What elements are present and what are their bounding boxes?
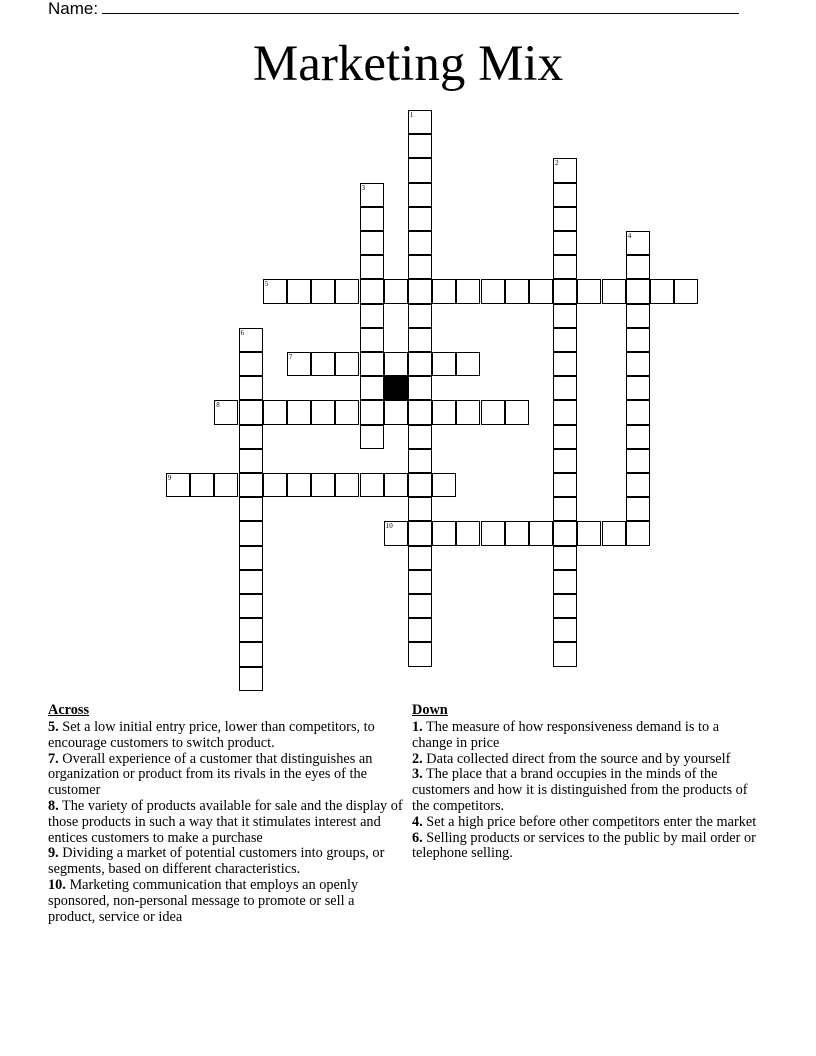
down-clue <box>412 815 762 831</box>
grid-cell[interactable] <box>456 521 480 545</box>
grid-cell[interactable] <box>408 134 432 158</box>
grid-cell[interactable] <box>311 400 335 424</box>
down-clue <box>412 752 762 768</box>
grid-cell[interactable] <box>432 352 456 376</box>
clue-number: 6 <box>240 328 244 337</box>
grid-cell[interactable] <box>674 279 698 303</box>
grid-cell[interactable] <box>505 279 529 303</box>
grid-cell[interactable] <box>263 400 287 424</box>
down-clue-list <box>412 720 762 862</box>
grid-cell[interactable] <box>239 667 263 691</box>
grid-cell[interactable] <box>239 352 263 376</box>
down-heading: Down <box>412 702 448 718</box>
clue-text: The place that a brand occupies in the minds of the customers and how it is distinguished from the products of the competitors. <box>412 766 748 814</box>
grid-cell[interactable] <box>553 497 577 521</box>
clue-number: 3 <box>361 183 365 192</box>
grid-cell[interactable] <box>626 425 650 449</box>
grid-cell[interactable] <box>553 352 577 376</box>
grid-cell[interactable] <box>384 279 408 303</box>
clue-number: 5 <box>264 280 269 289</box>
grid-cell[interactable] <box>626 449 650 473</box>
grid-cell[interactable] <box>408 521 432 545</box>
grid-cell[interactable] <box>239 497 263 521</box>
grid-cell[interactable] <box>481 279 505 303</box>
grid-cell[interactable] <box>481 521 505 545</box>
across-clue <box>48 752 404 799</box>
across-clue <box>48 846 404 878</box>
down-clues <box>412 702 762 862</box>
grid-cell[interactable] <box>553 328 577 352</box>
grid-cell[interactable] <box>408 618 432 642</box>
down-clue <box>412 831 762 863</box>
grid-cell[interactable] <box>360 328 384 352</box>
clue-text: Set a low initial entry price, lower than competitors, to encourage customers to switch product. <box>48 719 375 751</box>
grid-cell[interactable] <box>626 473 650 497</box>
grid-cell[interactable] <box>553 304 577 328</box>
clue-number-label: 8. <box>48 797 59 814</box>
grid-cell[interactable] <box>650 279 674 303</box>
grid-cell[interactable] <box>384 521 408 545</box>
grid-cell[interactable] <box>553 618 577 642</box>
grid-cell[interactable] <box>360 304 384 328</box>
grid-cell[interactable] <box>626 352 650 376</box>
clue-number-label: 2. <box>412 750 423 767</box>
clue-text: Set a high price before other competitors enter the market <box>422 813 757 830</box>
grid-cell[interactable] <box>360 352 384 376</box>
grid-cell[interactable] <box>432 279 456 303</box>
grid-cell[interactable] <box>287 279 311 303</box>
clue-number: 7 <box>288 353 293 361</box>
grid-cell[interactable] <box>553 546 577 570</box>
grid-cell[interactable] <box>408 546 432 570</box>
grid-cell[interactable] <box>408 376 432 400</box>
grid-cell[interactable] <box>408 279 432 303</box>
grid-cell[interactable] <box>408 158 432 182</box>
down-clue <box>412 767 762 814</box>
grid-cell[interactable] <box>553 400 577 424</box>
grid-cell[interactable] <box>311 279 335 303</box>
grid-cell[interactable] <box>529 521 553 545</box>
grid-cell[interactable] <box>626 328 650 352</box>
grid-cell[interactable] <box>408 497 432 521</box>
grid-cell[interactable] <box>553 425 577 449</box>
clue-number-label: 7. <box>48 750 59 767</box>
grid-cell[interactable] <box>553 376 577 400</box>
grid-cell[interactable] <box>384 352 408 376</box>
grid-cell[interactable] <box>553 473 577 497</box>
across-clue <box>48 799 404 846</box>
grid-cell[interactable] <box>239 376 263 400</box>
black-cell <box>384 376 408 400</box>
grid-cell[interactable] <box>553 255 577 279</box>
clue-number: 8 <box>216 401 220 410</box>
grid-cell[interactable] <box>553 570 577 594</box>
grid-cell[interactable] <box>408 110 432 134</box>
grid-cell[interactable] <box>408 328 432 352</box>
grid-cell[interactable] <box>239 642 263 666</box>
grid-cell[interactable] <box>360 400 384 424</box>
grid-cell[interactable] <box>481 400 505 424</box>
grid-cell[interactable] <box>239 449 263 473</box>
clue-number: 10 <box>385 522 393 531</box>
clue-number-label: 10. <box>48 876 66 893</box>
grid-cell[interactable] <box>432 473 456 497</box>
grid-cell[interactable] <box>456 279 480 303</box>
clue-number-label: 3. <box>412 766 423 783</box>
grid-cell[interactable] <box>408 352 432 376</box>
grid-cell[interactable] <box>432 400 456 424</box>
grid-cell[interactable] <box>553 183 577 207</box>
down-clue <box>412 720 762 752</box>
grid-cell[interactable] <box>553 594 577 618</box>
across-clue <box>48 720 404 752</box>
grid-cell[interactable] <box>335 400 359 424</box>
grid-cell[interactable] <box>360 473 384 497</box>
grid-cell[interactable] <box>626 400 650 424</box>
grid-cell[interactable] <box>408 425 432 449</box>
page-title: Marketing Mix <box>252 36 564 92</box>
grid-cell[interactable] <box>239 473 263 497</box>
grid-cell[interactable] <box>239 546 263 570</box>
grid-cell[interactable] <box>311 473 335 497</box>
across-clues <box>48 702 404 925</box>
grid-cell[interactable] <box>239 425 263 449</box>
grid-cell[interactable] <box>408 400 432 424</box>
grid-cell[interactable] <box>239 328 263 352</box>
clue-text: Selling products or services to the public by mail order or telephone selling. <box>412 829 756 862</box>
clue-number-label: 1. <box>412 719 423 735</box>
grid-cell[interactable] <box>626 304 650 328</box>
grid-cell[interactable] <box>335 279 359 303</box>
clue-text: Overall experience of a customer that distinguishes an organization or product from its rivals in the eyes of the customer <box>48 750 373 799</box>
grid-cell[interactable] <box>239 570 263 594</box>
grid-cell[interactable] <box>505 400 529 424</box>
grid-cell[interactable] <box>432 521 456 545</box>
clue-number-label: 6. <box>412 829 423 846</box>
grid-cell[interactable] <box>214 400 238 424</box>
name-label: Name: <box>48 0 99 18</box>
grid-cell[interactable] <box>553 279 577 303</box>
grid-cell[interactable] <box>553 449 577 473</box>
grid-cell[interactable] <box>553 521 577 545</box>
clue-number-label: 5. <box>48 719 59 735</box>
grid-cell[interactable] <box>287 352 311 376</box>
clue-number: 4 <box>627 232 632 240</box>
grid-cell[interactable] <box>626 497 650 521</box>
grid-cell[interactable] <box>360 183 384 207</box>
grid-cell[interactable] <box>408 594 432 618</box>
grid-cell[interactable] <box>384 473 408 497</box>
clue-number: 2 <box>555 159 559 168</box>
grid-cell[interactable] <box>239 400 263 424</box>
grid-cell[interactable] <box>239 618 263 642</box>
grid-cell[interactable] <box>505 521 529 545</box>
grid-cell[interactable] <box>360 425 384 449</box>
clue-number-label: 9. <box>48 845 59 862</box>
grid-cell[interactable] <box>408 304 432 328</box>
grid-cell[interactable] <box>408 231 432 255</box>
grid-cell[interactable] <box>602 521 626 545</box>
clue-number-label: 4. <box>412 813 423 830</box>
grid-cell[interactable] <box>239 594 263 618</box>
grid-cell[interactable] <box>553 207 577 231</box>
grid-cell[interactable] <box>190 473 214 497</box>
grid-cell[interactable] <box>408 255 432 279</box>
grid-cell[interactable] <box>626 255 650 279</box>
grid-cell[interactable] <box>360 255 384 279</box>
grid-cell[interactable] <box>553 642 577 666</box>
grid-cell[interactable] <box>384 400 408 424</box>
grid-cell[interactable] <box>456 352 480 376</box>
grid-cell[interactable] <box>360 207 384 231</box>
grid-cell[interactable] <box>408 473 432 497</box>
grid-cell[interactable] <box>287 473 311 497</box>
grid-cell[interactable] <box>360 376 384 400</box>
grid-cell[interactable] <box>214 473 238 497</box>
grid-cell[interactable] <box>626 521 650 545</box>
grid-cell[interactable] <box>335 473 359 497</box>
grid-cell[interactable] <box>408 183 432 207</box>
grid-cell[interactable] <box>529 279 553 303</box>
across-clue <box>48 878 404 925</box>
grid-cell[interactable] <box>263 473 287 497</box>
grid-cell[interactable] <box>602 279 626 303</box>
grid-cell[interactable] <box>335 352 359 376</box>
grid-cell[interactable] <box>287 400 311 424</box>
grid-cell[interactable] <box>626 231 650 255</box>
grid-cell[interactable] <box>360 279 384 303</box>
clue-number: 1 <box>409 111 414 119</box>
grid-cell[interactable] <box>553 231 577 255</box>
grid-cell[interactable] <box>456 400 480 424</box>
grid-cell[interactable] <box>626 376 650 400</box>
clue-number: 9 <box>167 474 172 482</box>
clue-text: The variety of products available for sale and the display of those products in such a way that it stimulates interest and entices customers to make a purchase <box>48 797 403 846</box>
across-clue-list <box>48 720 404 925</box>
grid-cell[interactable] <box>263 279 287 303</box>
grid-cell[interactable] <box>626 279 650 303</box>
clue-text: Marketing communication that employs an openly sponsored, non-personal message to promote or sell a product, service or idea <box>48 876 359 925</box>
grid-cell[interactable] <box>577 521 601 545</box>
grid-cell[interactable] <box>408 642 432 666</box>
across-heading: Across <box>48 702 90 718</box>
grid-cell[interactable] <box>239 521 263 545</box>
grid-cell[interactable] <box>408 207 432 231</box>
grid-cell[interactable] <box>408 449 432 473</box>
clue-text: Data collected direct from the source and by yourself <box>422 750 731 767</box>
grid-cell[interactable] <box>408 570 432 594</box>
clue-text: Dividing a market of potential customers into groups, or segments, based on different characteristics. <box>48 845 385 878</box>
clue-text: The measure of how responsiveness demand is to a change in price <box>412 719 720 751</box>
grid-cell[interactable] <box>311 352 335 376</box>
grid-cell[interactable] <box>166 473 190 497</box>
grid-cell[interactable] <box>360 231 384 255</box>
grid-cell[interactable] <box>553 158 577 182</box>
grid-cell[interactable] <box>577 279 601 303</box>
